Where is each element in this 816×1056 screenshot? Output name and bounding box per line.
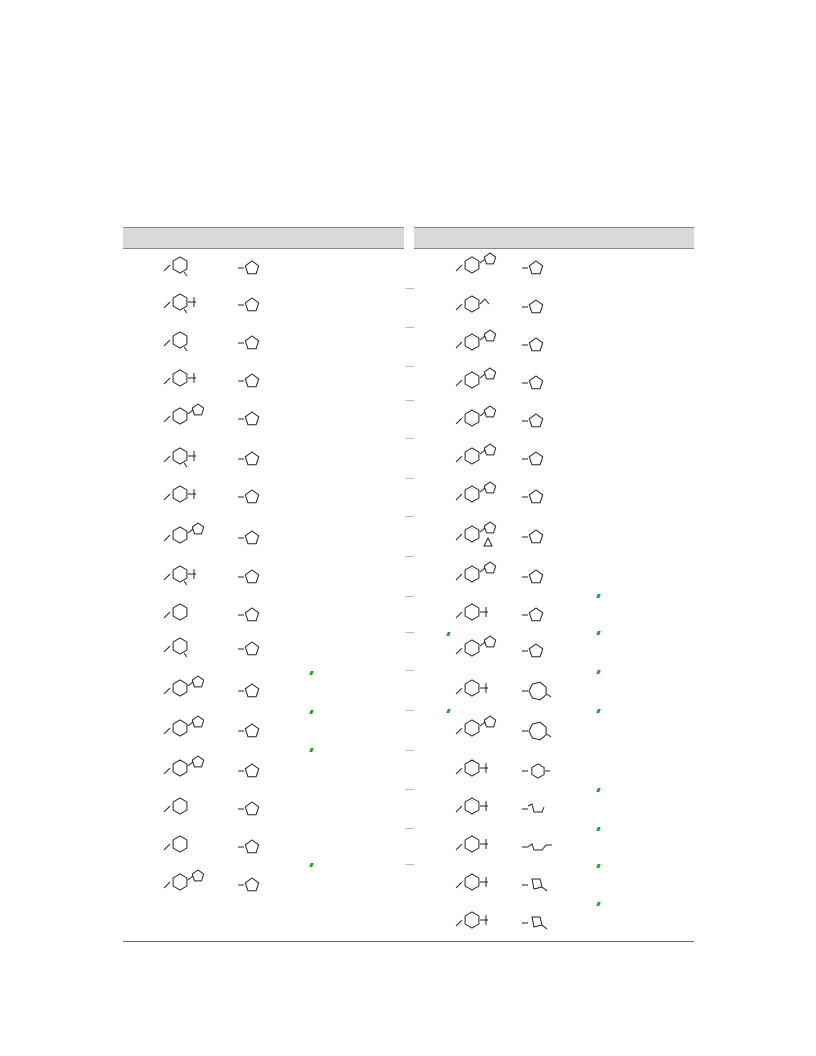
row-divider: [405, 478, 414, 479]
green-mark: [596, 864, 600, 868]
right-ring-structure: [522, 756, 552, 786]
right-ring-structure: [522, 330, 552, 360]
left-ring-structure: [238, 482, 268, 512]
right-substituent-structure: [452, 628, 512, 672]
right-ring-structure: [522, 832, 552, 862]
left-ring-structure: [238, 523, 268, 553]
row-divider: [405, 400, 414, 401]
left-ring-structure: [238, 253, 268, 283]
right-ring-structure: [522, 562, 552, 592]
right-ring-structure: [522, 406, 552, 436]
left-substituent-structure: [160, 396, 220, 440]
row-divider: [405, 327, 414, 328]
green-mark: [309, 671, 313, 675]
right-ring-structure: [522, 253, 552, 283]
left-ring-structure: [238, 444, 268, 474]
row-divider: [405, 750, 414, 751]
green-mark: [596, 631, 600, 635]
right-ring-structure: [522, 636, 552, 666]
row-divider: [405, 596, 414, 597]
right-ring-structure: [522, 794, 552, 824]
right-ring-structure: [522, 908, 552, 938]
left-ring-structure: [238, 676, 268, 706]
left-ring-structure: [238, 290, 268, 320]
green-mark: [596, 827, 600, 831]
table-bottom-rule: [123, 941, 694, 942]
green-mark: [596, 788, 600, 792]
left-ring-structure: [238, 404, 268, 434]
left-ring-structure: [238, 794, 268, 824]
row-divider: [405, 288, 414, 289]
row-divider: [405, 366, 414, 367]
row-divider: [405, 789, 414, 790]
green-mark: [309, 748, 313, 752]
green-mark: [446, 632, 450, 636]
left-ring-structure: [238, 366, 268, 396]
right-substituent-structure: [452, 245, 512, 289]
left-ring-structure: [238, 832, 268, 862]
right-ring-structure: [522, 676, 552, 706]
right-ring-structure: [522, 522, 552, 552]
green-mark: [596, 902, 600, 906]
left-ring-structure: [238, 756, 268, 786]
left-ring-structure: [238, 870, 268, 900]
right-substituent-structure: [452, 474, 512, 518]
green-mark: [309, 863, 313, 867]
left-ring-structure: [238, 600, 268, 630]
left-substituent-structure: [160, 862, 220, 906]
row-divider: [405, 670, 414, 671]
left-substituent-structure: [160, 668, 220, 712]
right-ring-structure: [522, 870, 552, 900]
row-divider: [405, 632, 414, 633]
right-ring-structure: [522, 482, 552, 512]
right-ring-structure: [522, 716, 552, 746]
left-substituent-structure: [160, 515, 220, 559]
left-ring-structure: [238, 716, 268, 746]
row-divider: [405, 864, 414, 865]
row-divider: [405, 556, 414, 557]
right-ring-structure: [522, 368, 552, 398]
row-divider: [405, 438, 414, 439]
right-substituent-structure: [452, 668, 512, 712]
green-mark: [596, 670, 600, 674]
left-substituent-structure: [160, 708, 220, 752]
row-divider: [405, 516, 414, 517]
right-ring-structure: [522, 444, 552, 474]
green-mark: [309, 710, 313, 714]
left-ring-structure: [238, 562, 268, 592]
green-mark: [596, 709, 600, 713]
right-substituent-structure: [452, 514, 512, 558]
right-substituent-structure: [452, 900, 512, 944]
left-ring-structure: [238, 328, 268, 358]
green-mark: [596, 594, 600, 598]
right-ring-structure: [522, 292, 552, 322]
right-substituent-structure: [452, 708, 512, 752]
right-ring-structure: [522, 600, 552, 630]
green-mark: [446, 709, 450, 713]
row-divider: [405, 710, 414, 711]
left-substituent-structure: [160, 626, 220, 670]
row-divider: [405, 828, 414, 829]
left-ring-structure: [238, 634, 268, 664]
left-substituent-structure: [160, 474, 220, 518]
